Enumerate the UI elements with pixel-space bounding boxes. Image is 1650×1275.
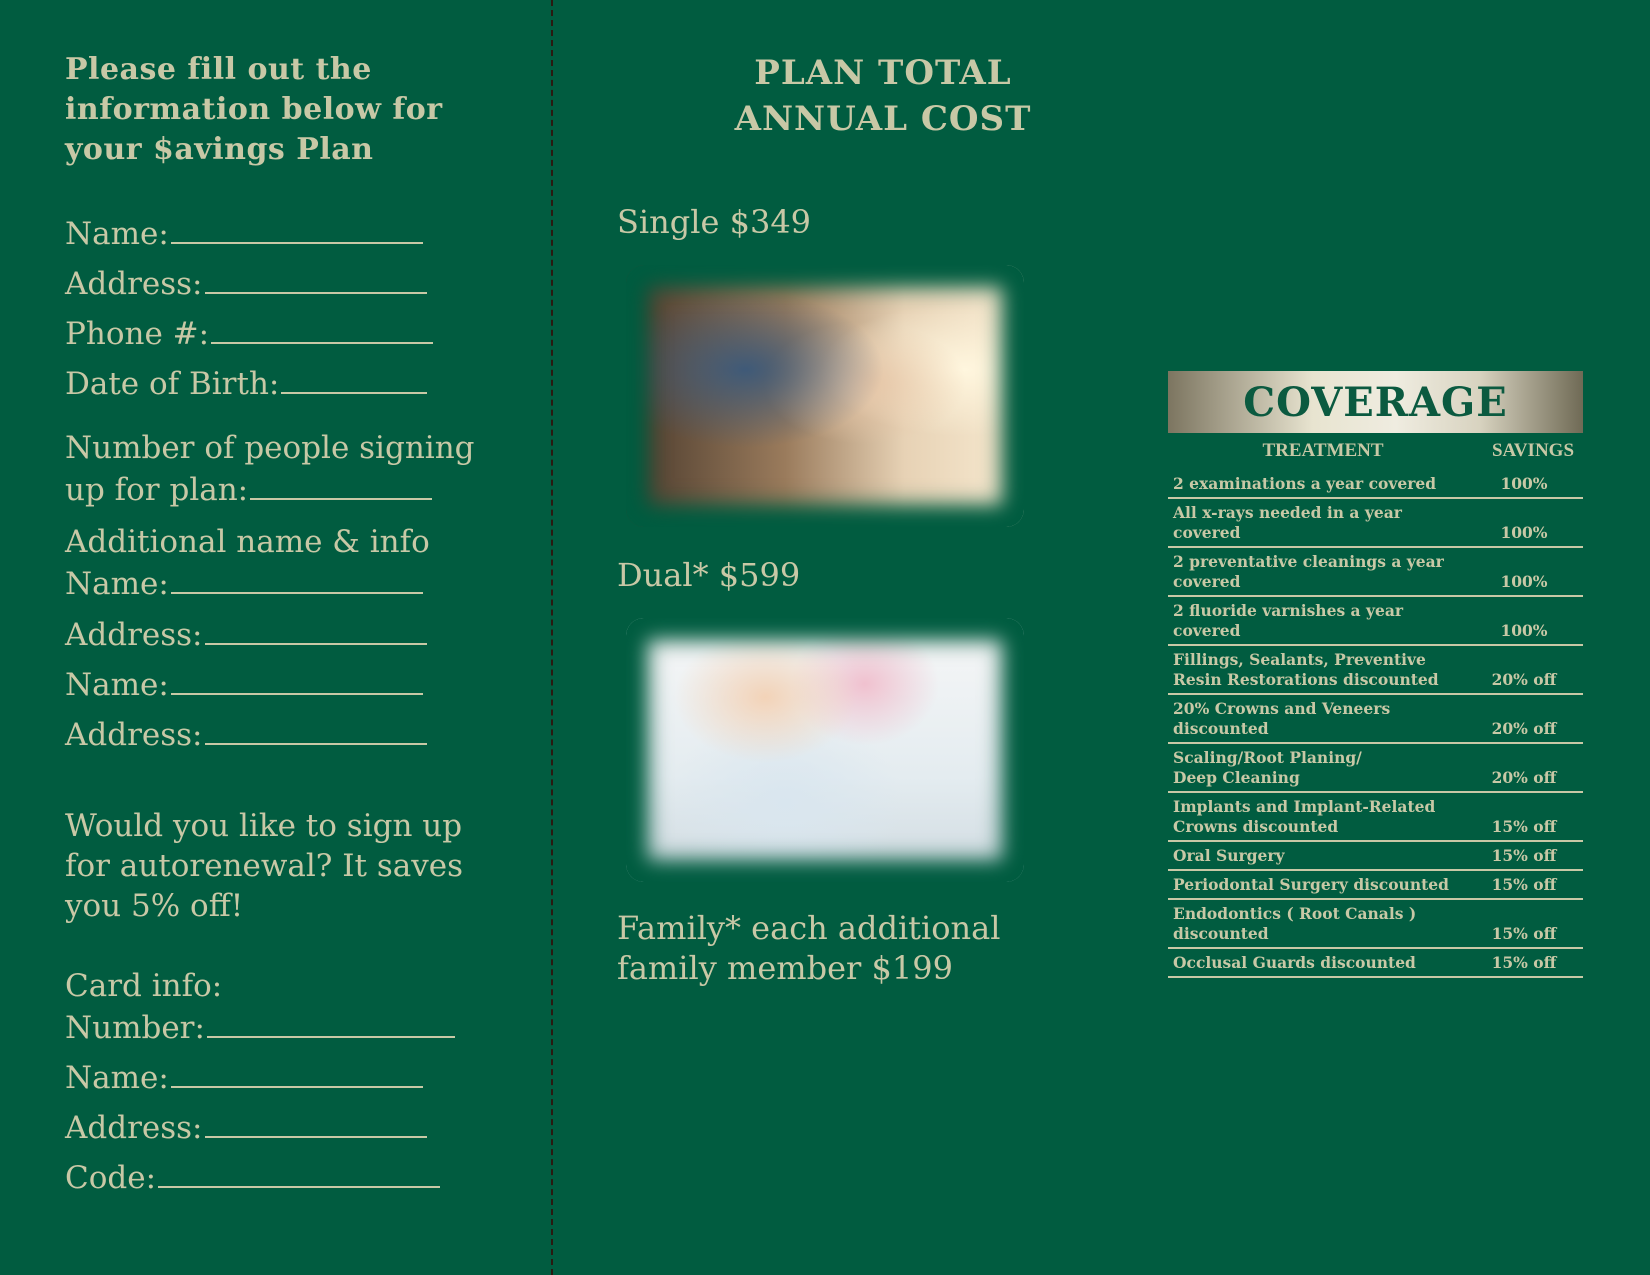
savings-cell: 15% off [1491,817,1557,836]
treatment-cell: Periodontal Surgery discounted [1173,875,1449,894]
card-address-field[interactable]: Address: [65,1106,427,1148]
table-row [1168,548,1583,597]
treatment-cell: Scaling/Root Planing/ Deep Cleaning [1173,748,1362,787]
savings-cell: 20% off [1491,719,1557,738]
people-count-field[interactable]: up for plan: [65,468,432,510]
single-price: Single $349 [617,203,812,241]
family-photo [626,618,1024,882]
treatment-cell: Occlusal Guards discounted [1173,953,1416,972]
treatment-column-header: TREATMENT [1262,440,1384,461]
treatment-cell: 2 fluoride varnishes a year covered [1173,601,1404,640]
card-name-field[interactable]: Name: [65,1056,423,1098]
table-row [1168,646,1583,695]
savings-column-header: SAVINGS [1491,440,1575,461]
treatment-cell: Implants and Implant-Related Crowns discounted [1173,797,1436,836]
family-price: Family* each additional family member $199 [617,909,1001,987]
plan-title: PLAN TOTAL ANNUAL COST [734,53,1032,139]
treatment-cell: 2 examinations a year covered [1173,474,1437,493]
dob-field[interactable]: Date of Birth: [65,362,427,404]
coverage-header [1168,371,1583,433]
savings-cell: 20% off [1491,670,1557,689]
additional-address-field-1[interactable]: Address: [65,613,427,655]
savings-cell: 100% [1500,572,1548,591]
coverage-panel [1083,0,1650,1275]
table-row [1168,470,1583,499]
additional-heading: Additional name & info [65,524,430,560]
address-field[interactable]: Address: [65,262,427,304]
coverage-title: COVERAGE [1243,379,1508,426]
table-row [1168,744,1583,793]
treatment-cell: 2 preventative cleanings a year covered [1173,552,1444,591]
table-row [1168,900,1583,949]
savings-cell: 100% [1500,621,1548,640]
treatment-cell: All x-rays needed in a year covered [1173,503,1402,542]
card-number-field[interactable]: Number: [65,1006,455,1048]
table-row [1168,842,1583,871]
plan-cost-panel [553,0,1083,1275]
treatment-cell: 20% Crowns and Veneers discounted [1173,699,1391,738]
additional-name-field-2[interactable]: Name: [65,663,423,705]
card-info-heading: Card info: [65,968,223,1004]
card-code-field[interactable]: Code: [65,1156,440,1198]
additional-name-field-1[interactable]: Name: [65,562,423,604]
table-row [1168,949,1583,978]
phone-field[interactable]: Phone #: [65,312,433,354]
table-row [1168,793,1583,842]
table-row [1168,499,1583,548]
savings-cell: 20% off [1491,768,1557,787]
additional-address-field-2[interactable]: Address: [65,713,427,755]
treatment-cell: Endodontics ( Root Canals ) discounted [1173,904,1417,943]
savings-cell: 15% off [1491,953,1557,972]
dual-price: Dual* $599 [617,556,801,594]
coverage-column-headers [1168,440,1588,468]
people-count-label: Number of people signing [65,430,475,466]
treatment-cell: Fillings, Sealants, Preventive Resin Restorations discounted [1173,650,1439,689]
savings-cell: 15% off [1491,924,1557,943]
name-field[interactable]: Name: [65,212,423,254]
savings-cell: 15% off [1491,875,1557,894]
form-intro: Please fill out the information below for your $avings Plan [65,52,443,167]
savings-cell: 100% [1500,474,1548,493]
autorenew-question: Would you like to sign up for autorenewal? It saves you 5% off! [65,808,463,924]
signup-form-panel [0,0,550,1275]
table-row [1168,597,1583,646]
couple-photo [626,265,1024,527]
table-row [1168,695,1583,744]
treatment-cell: Oral Surgery [1173,846,1285,865]
coverage-table [1168,470,1583,978]
savings-cell: 15% off [1491,846,1557,865]
savings-cell: 100% [1500,523,1548,542]
table-row [1168,871,1583,900]
